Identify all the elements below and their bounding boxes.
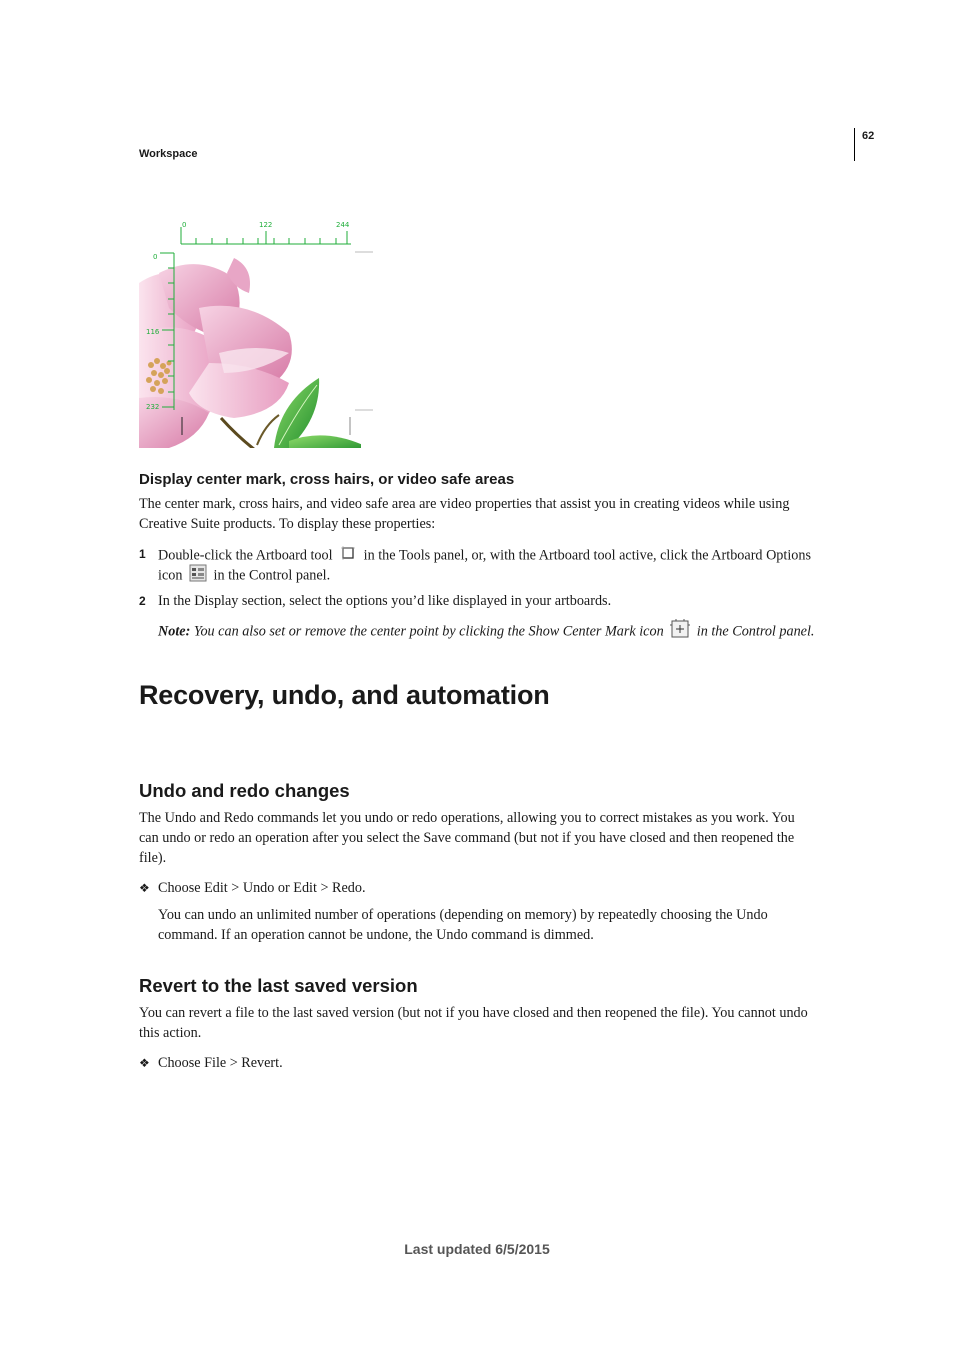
ruler-top-label-0: 0 xyxy=(182,221,187,229)
artboard-tool-icon xyxy=(339,544,357,568)
ruler-left-label-1: 116 xyxy=(146,328,160,336)
show-center-mark-icon xyxy=(670,619,690,645)
undo-detail-line-1: You can undo an unlimited number of operations (depending on memory) by repeatedly choosing the Undo xyxy=(158,907,768,923)
section-heading-revert: Revert to the last saved version xyxy=(139,975,418,996)
display-intro-line-1: The center mark, cross hairs, and video safe area are video properties that assist you in creating videos while using xyxy=(139,496,790,512)
artboard-options-icon xyxy=(189,564,207,588)
artboard-figure xyxy=(139,213,379,448)
ruler-top-label-2: 244 xyxy=(336,221,350,229)
step-1-text-b: in the Tools panel, or, with the Artboard tool active, click the Artboard Options xyxy=(363,547,811,564)
note xyxy=(158,619,814,645)
step-1-text-d: in the Control panel. xyxy=(213,567,331,584)
note-label: Note: xyxy=(158,623,191,640)
ruler-left-label-2: 232 xyxy=(146,403,160,411)
note-text-a: You can also set or remove the center point by clicking the Show Center Mark icon xyxy=(193,623,664,640)
undo-step: Choose Edit > Undo or Edit > Redo. xyxy=(158,880,366,896)
ruler-left-label-0: 0 xyxy=(153,253,158,261)
undo-line-1: The Undo and Redo commands let you undo or redo operations, allowing you to correct mistakes as you work. You xyxy=(139,810,795,826)
note-text-b: in the Control panel. xyxy=(696,623,815,640)
bullet-icon: ❖ xyxy=(139,881,150,895)
step-1-line-2 xyxy=(158,564,330,588)
running-header: Workspace xyxy=(139,148,198,160)
undo-detail-line-2: command. If an operation cannot be undone, the Undo command is dimmed. xyxy=(158,927,594,943)
display-intro-line-2: Creative Suite products. To display these properties: xyxy=(139,516,436,532)
step-2-text: In the Display section, select the options you’d like displayed in your artboards. xyxy=(158,593,612,609)
step-1-text-c: icon xyxy=(158,567,183,584)
bullet-icon: ❖ xyxy=(139,1056,150,1070)
section-heading-display: Display center mark, cross hairs, or video safe areas xyxy=(139,471,515,488)
ruler-top-label-1: 122 xyxy=(259,221,273,229)
step-1-text-a: Double-click the Artboard tool xyxy=(158,547,333,564)
undo-line-2: can undo or redo an operation after you select the Save command (but not if you have closed and then reopened the xyxy=(139,830,795,846)
page-number: 62 xyxy=(862,130,875,142)
revert-line-1: You can revert a file to the last saved version (but not if you have closed and then reopened the file). You cannot undo xyxy=(139,1005,808,1021)
revert-line-2: this action. xyxy=(139,1025,202,1041)
page-number-divider xyxy=(854,128,855,161)
section-heading-undo: Undo and redo changes xyxy=(139,780,350,801)
revert-step: Choose File > Revert. xyxy=(158,1055,283,1071)
undo-line-3: file). xyxy=(139,850,167,866)
footer-last-updated: Last updated 6/5/2015 xyxy=(404,1241,550,1257)
chapter-title: Recovery, undo, and automation xyxy=(139,680,550,710)
step-number-1: 1 xyxy=(139,547,146,561)
step-number-2: 2 xyxy=(139,594,146,608)
artboard-illustration xyxy=(139,213,379,448)
